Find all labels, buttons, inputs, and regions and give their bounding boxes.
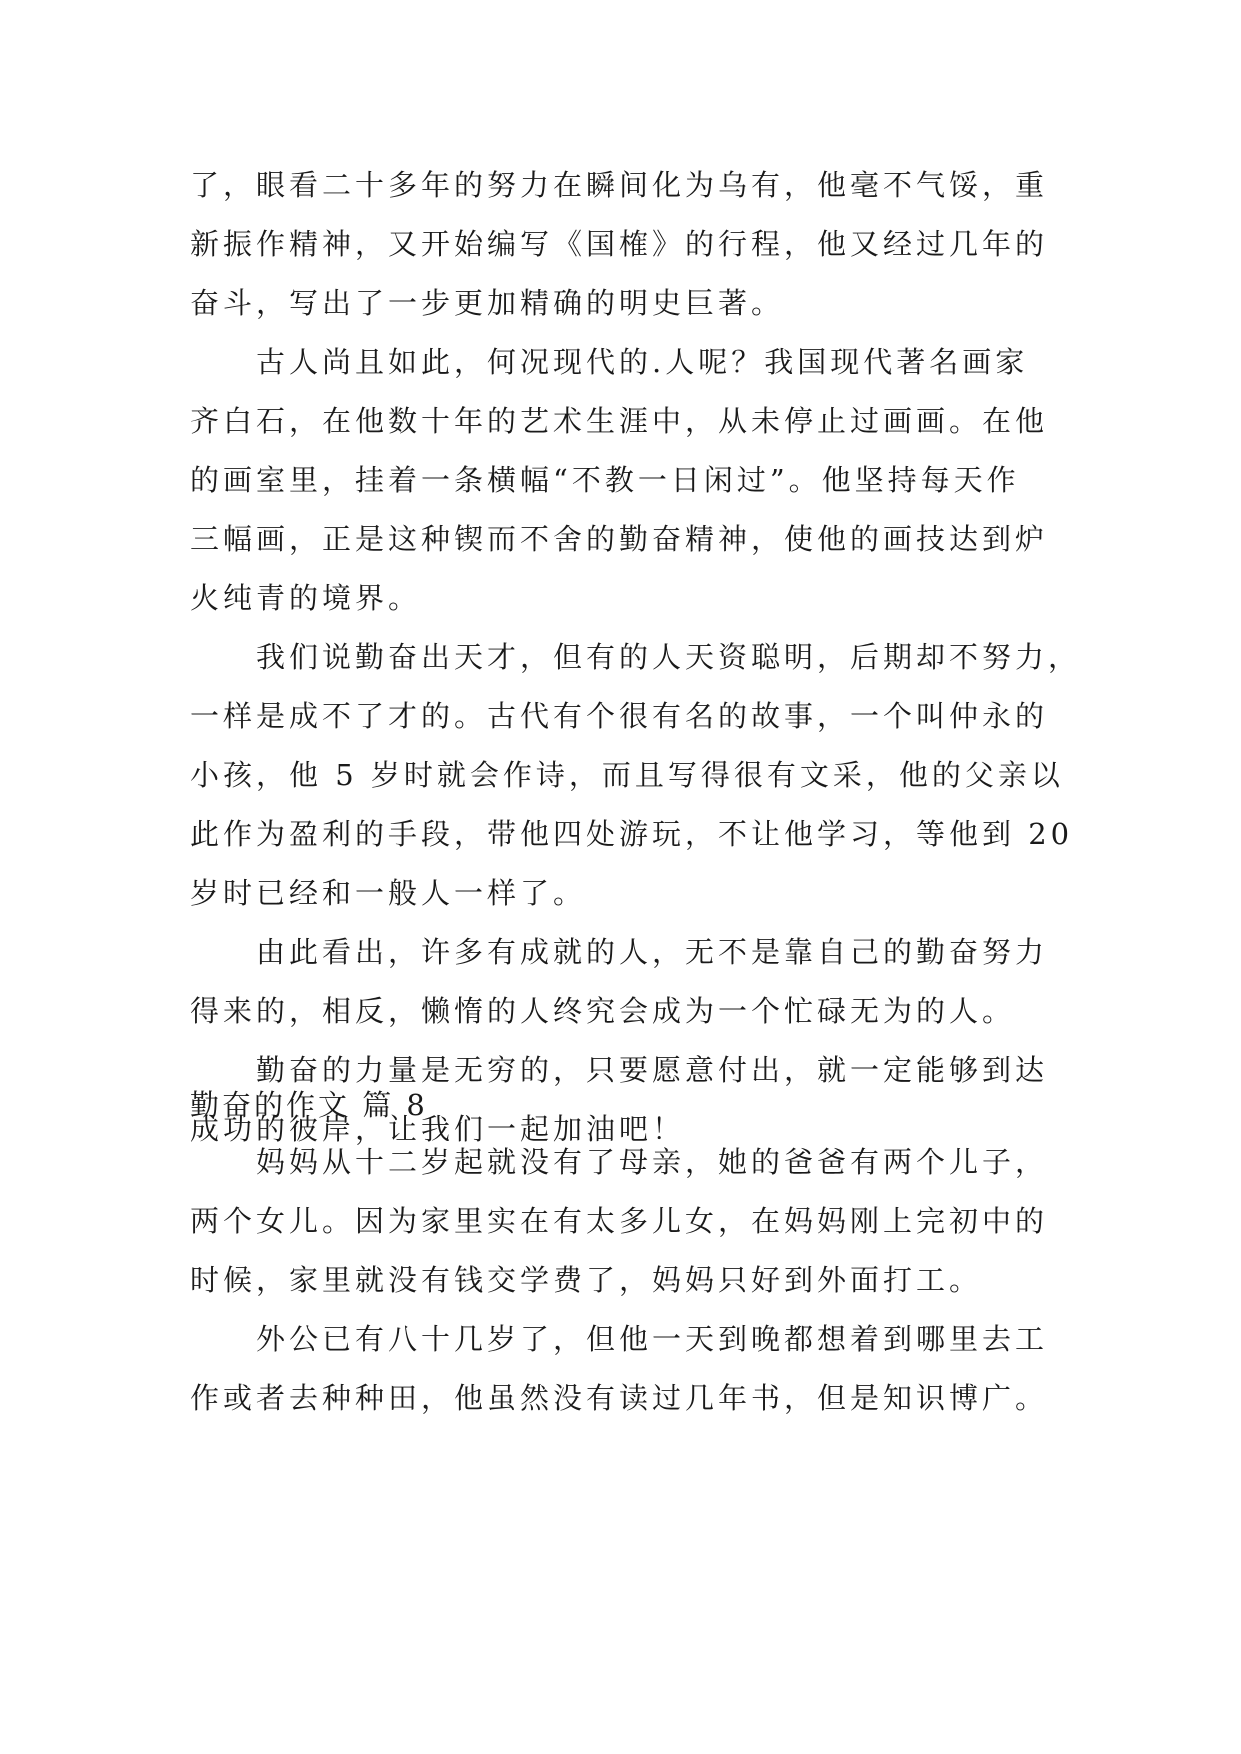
essay-body-part-1 [190,156,1082,1159]
text-line: 齐白石，在他数十年的艺术生涯中，从未停止过画画。在他 [190,404,1049,438]
text-line: 一样是成不了才的。古代有个很有名的故事，一个叫仲永的 [190,699,1049,733]
text-line: 由此看出，许多有成就的人，无不是靠自己的勤奋努力 [256,935,1049,969]
text-line: 妈妈从十二岁起就没有了母亲，她的爸爸有两个儿子， [256,1145,1049,1179]
text-line: 的画室里，挂着一条横幅“不教一日闲过”。他坚持每天作 [190,463,1020,497]
text-line: 三幅画，正是这种锲而不舍的勤奋精神，使他的画技达到炉 [190,522,1049,556]
section-title: 勤奋的作文 篇 8 [190,1088,428,1122]
text-line: 此作为盈利的手段，带他四处游玩，不让他学习，等他到 20 [190,817,1074,851]
text-line: 岁时已经和一般人一样了。 [190,876,587,910]
text-line: 我们说勤奋出天才，但有的人天资聪明，后期却不努力， [256,640,1082,674]
text-line: 火纯青的境界。 [190,581,422,615]
text-line: 新振作精神，又开始编写《国榷》的行程，他又经过几年的 [190,227,1049,261]
text-line: 了，眼看二十多年的努力在瞬间化为乌有，他毫不气馁，重 [190,168,1049,202]
text-line: 古人尚且如此，何况现代的.人呢？我国现代著名画家 [256,345,1029,379]
text-line: 时候，家里就没有钱交学费了，妈妈只好到外面打工。 [190,1263,983,1297]
text-line: 外公已有八十几岁了，但他一天到晚都想着到哪里去工 [256,1322,1049,1356]
text-line: 两个女儿。因为家里实在有太多儿女，在妈妈刚上完初中的 [190,1204,1049,1238]
text-line: 得来的，相反，懒惰的人终究会成为一个忙碌无为的人。 [190,994,1016,1028]
text-line: 作或者去种种田，他虽然没有读过几年书，但是知识博广。 [190,1381,1049,1415]
text-line: 成功的彼岸，让我们一起加油吧！ [190,1112,686,1146]
text-line: 奋斗，写出了一步更加精确的明史巨著。 [190,286,785,320]
section-heading [190,1076,1050,1135]
text-line: 勤奋的力量是无穷的，只要愿意付出，就一定能够到达 [256,1053,1049,1087]
text-line: 小孩，他 5 岁时就会作诗，而且写得很有文采，他的父亲以 [190,758,1064,792]
essay-body-part-2 [190,1133,1050,1428]
